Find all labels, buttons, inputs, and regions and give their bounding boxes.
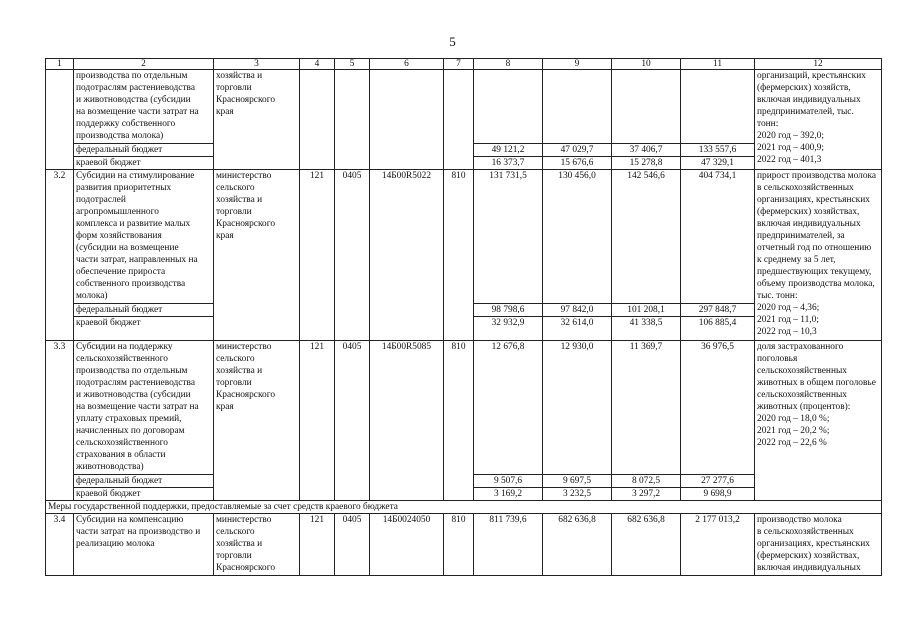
amount-cell: 811 739,6 xyxy=(474,514,543,576)
table-row xyxy=(46,514,882,576)
amount-cell: 36 976,5 xyxy=(681,341,755,475)
amount-cell: 98 798,6 xyxy=(474,304,543,317)
amount-cell: 3 169,2 xyxy=(474,488,543,501)
code-cell: 14Б00R5085 xyxy=(370,341,444,501)
amount-cell: 3 232,5 xyxy=(543,488,612,501)
code-cell: 0405 xyxy=(335,170,370,341)
amount-cell: 47 329,1 xyxy=(681,157,755,170)
amount-cell: 16 373,7 xyxy=(474,157,543,170)
executor: министерство сельского хозяйства и торговли Красноярского края xyxy=(214,170,300,341)
header-cell: 1 xyxy=(46,59,74,70)
amount-cell: 3 297,2 xyxy=(612,488,681,501)
executor: министерство сельского хозяйства и торговли Красноярского xyxy=(214,514,300,576)
result-indicator: доля застрахованного поголовья сельскохозяйственных животных в общем поголовье сельскохозяйственных животных (процентов): 2020 год – 18,0 %; 2021 год – 20,2 %; 2022 год – 22,6 % xyxy=(755,341,882,501)
amount-cell: 9 697,5 xyxy=(543,475,612,488)
budget-label: федеральный бюджет xyxy=(74,304,214,317)
result-indicator: организаций, крестьянских (фермерских) хозяйств, включая индивидуальных предпринимателей, тыс. тонн: 2020 год – 392,0; 2021 год – 400,9; 2022 год – 401,3 xyxy=(755,70,882,170)
header-row xyxy=(46,59,882,70)
program-table xyxy=(45,58,882,576)
amount-cell: 12 676,8 xyxy=(474,341,543,475)
header-cell: 8 xyxy=(474,59,543,70)
code-cell: 14Б0024050 xyxy=(370,514,444,576)
amount-cell: 49 121,2 xyxy=(474,144,543,157)
amount-cell: 682 636,8 xyxy=(612,514,681,576)
budget-label: краевой бюджет xyxy=(74,317,214,341)
amount-cell: 32 932,9 xyxy=(474,317,543,341)
header-cell: 3 xyxy=(214,59,300,70)
header-cell: 12 xyxy=(755,59,882,70)
measure-name: Субсидии на поддержку сельскохозяйственного производства по отдельным подотраслям растениеводства и животноводства (субсидии на возмещение части затрат на уплату страховых премий, начисленных по договорам сельскохозяйственного страхования в области животноводства) xyxy=(74,341,214,475)
header-cell: 10 xyxy=(612,59,681,70)
code-cell: 121 xyxy=(300,170,335,341)
amount-cell: 101 208,1 xyxy=(612,304,681,317)
amount-cell: 11 369,7 xyxy=(612,341,681,475)
amount-cell: 47 029,7 xyxy=(543,144,612,157)
result-indicator: производство молока в сельскохозяйственных организациях, крестьянских (фермерских) хозяйствах, включая индивидуальных xyxy=(755,514,882,576)
page-number: 5 xyxy=(449,34,456,49)
header-cell: 7 xyxy=(444,59,474,70)
executor: хозяйства и торговли Красноярского края xyxy=(214,70,300,170)
section-title: Меры государственной поддержки, предоставляемые за счет средств краевого бюджета xyxy=(46,501,882,514)
row-number: 3.4 xyxy=(46,514,74,576)
amount-cell: 133 557,6 xyxy=(681,144,755,157)
amount-cell: 131 731,5 xyxy=(474,170,543,304)
measure-name: Субсидии на стимулирование развития приоритетных подотраслей агропромышленного комплекса и развитие малых форм хозяйствования (субсидии на возмещение части затрат, направленных на обеспечение прироста собственного производства молока) xyxy=(74,170,214,304)
measure-name: Субсидии на компенсацию части затрат на производство и реализацию молока xyxy=(74,514,214,576)
code-cell: 810 xyxy=(444,170,474,341)
amount-cell: 32 614,0 xyxy=(543,317,612,341)
table-row xyxy=(46,341,882,475)
header-cell: 6 xyxy=(370,59,444,70)
row-number: 3.3 xyxy=(46,341,74,501)
amount-cell: 106 885,4 xyxy=(681,317,755,341)
budget-label: краевой бюджет xyxy=(74,157,214,170)
code-cell: 14Б00R5022 xyxy=(370,170,444,341)
table-row xyxy=(46,170,882,304)
code-cell: 0405 xyxy=(335,341,370,501)
amount-cell: 37 406,7 xyxy=(612,144,681,157)
header-cell: 11 xyxy=(681,59,755,70)
budget-label: федеральный бюджет xyxy=(74,475,214,488)
header-cell: 5 xyxy=(335,59,370,70)
result-indicator: прирост производства молока в сельскохозяйственных организациях, крестьянских (фермерских) хозяйствах, включая индивидуальных предпринимателей, за отчетный год по отношению к среднему за 5 лет, предшествующих текущему, объему производства молока, тыс. тонн: 2020 год – 4,36; 2021 год – 11,0; 2022 год – 10,3 xyxy=(755,170,882,341)
code-cell: 0405 xyxy=(335,514,370,576)
row-number: 3.2 xyxy=(46,170,74,341)
measure-name: производства по отдельным подотраслям растениеводства и животноводства (субсидии на возмещение части затрат на поддержку собственного производства молока) xyxy=(74,70,214,144)
amount-cell: 9 507,6 xyxy=(474,475,543,488)
amount-cell: 682 636,8 xyxy=(543,514,612,576)
amount-cell: 97 842,0 xyxy=(543,304,612,317)
amount-cell: 15 278,8 xyxy=(612,157,681,170)
header-cell: 2 xyxy=(74,59,214,70)
code-cell: 810 xyxy=(444,341,474,501)
budget-label: краевой бюджет xyxy=(74,488,214,501)
amount-cell: 404 734,1 xyxy=(681,170,755,304)
header-cell: 9 xyxy=(543,59,612,70)
table-row xyxy=(46,70,882,144)
amount-cell: 12 930,0 xyxy=(543,341,612,475)
amount-cell: 41 338,5 xyxy=(612,317,681,341)
code-cell: 121 xyxy=(300,514,335,576)
budget-label: федеральный бюджет xyxy=(74,144,214,157)
executor: министерство сельского хозяйства и торговли Красноярского края xyxy=(214,341,300,501)
amount-cell: 2 177 013,2 xyxy=(681,514,755,576)
code-cell: 121 xyxy=(300,341,335,501)
section-row xyxy=(46,501,882,514)
header-cell: 4 xyxy=(300,59,335,70)
amount-cell: 15 676,6 xyxy=(543,157,612,170)
amount-cell: 130 456,0 xyxy=(543,170,612,304)
code-cell: 810 xyxy=(444,514,474,576)
amount-cell: 142 546,6 xyxy=(612,170,681,304)
amount-cell: 27 277,6 xyxy=(681,475,755,488)
amount-cell: 8 072,5 xyxy=(612,475,681,488)
amount-cell: 9 698,9 xyxy=(681,488,755,501)
amount-cell: 297 848,7 xyxy=(681,304,755,317)
